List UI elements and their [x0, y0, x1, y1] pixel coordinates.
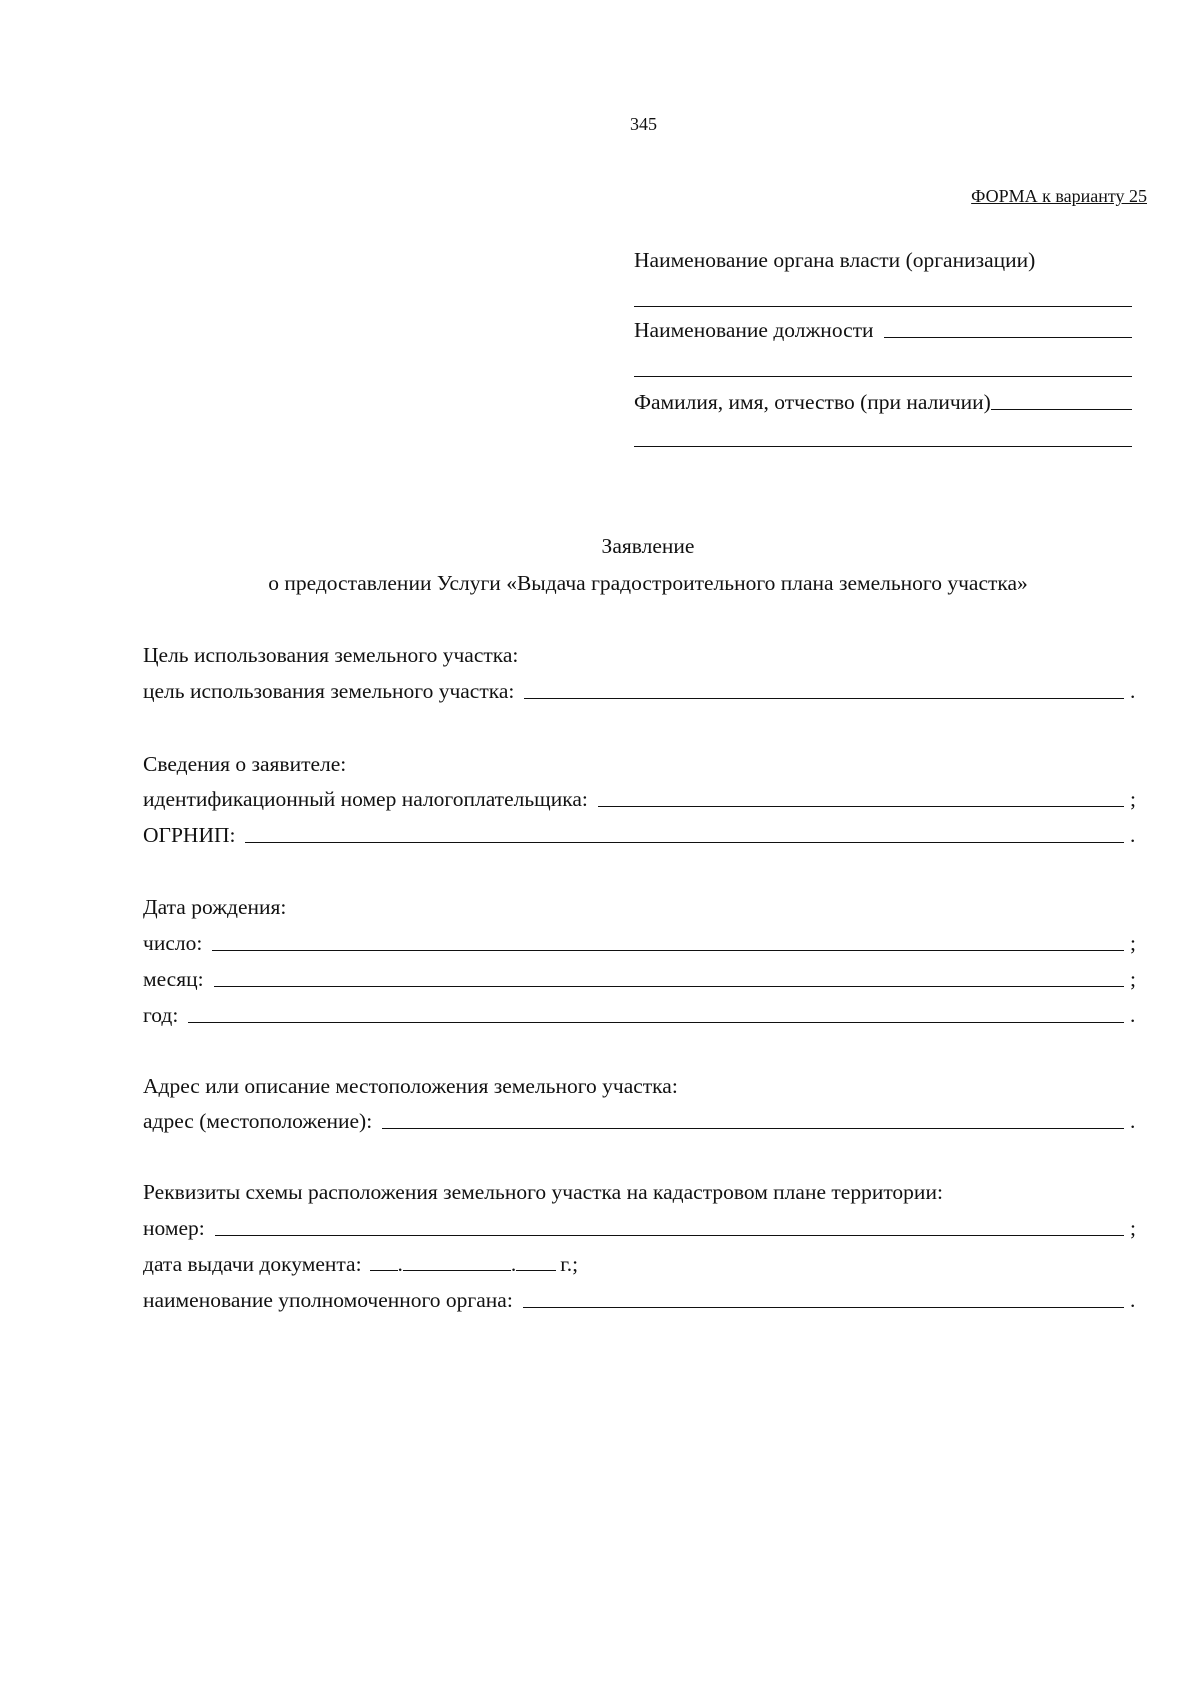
document-subtitle: о предоставлении Услуги «Выдача градостроительного плана земельного участка»	[268, 571, 1028, 595]
form-reference: ФОРМА к варианту 25	[971, 186, 1147, 206]
year-row	[143, 1003, 1140, 1028]
document-title: Заявление	[601, 534, 695, 558]
issue-year-field[interactable]	[516, 1252, 556, 1271]
month-field[interactable]	[214, 968, 1124, 987]
month-row	[143, 967, 1140, 992]
ogrnip-row	[143, 823, 1140, 848]
fullname-row	[634, 390, 1132, 415]
position-line[interactable]	[634, 376, 1132, 377]
address-label: адрес (местоположение):	[143, 1109, 373, 1133]
purpose-field[interactable]	[524, 680, 1124, 699]
scheme-number-field[interactable]	[215, 1217, 1124, 1236]
position-row	[634, 318, 1132, 343]
position-field[interactable]	[884, 319, 1132, 338]
address-row	[143, 1109, 1140, 1134]
position-label: Наименование должности	[634, 318, 874, 342]
ogrnip-label: ОГРНИП:	[143, 823, 236, 847]
inn-end: ;	[1130, 787, 1136, 811]
month-end: ;	[1130, 967, 1136, 991]
purpose-heading: Цель использования земельного участка:	[143, 643, 519, 667]
ogrnip-field[interactable]	[245, 824, 1124, 843]
scheme-authority-row	[143, 1288, 1140, 1313]
day-row	[143, 931, 1140, 956]
issue-month-field[interactable]	[403, 1252, 511, 1271]
year-field[interactable]	[188, 1004, 1124, 1023]
scheme-authority-field[interactable]	[523, 1289, 1124, 1308]
fullname-label: Фамилия, имя, отчество (при наличии)	[634, 390, 991, 414]
scheme-heading: Реквизиты схемы расположения земельного участка на кадастровом плане территории:	[143, 1180, 943, 1204]
scheme-number-label: номер:	[143, 1216, 205, 1240]
issue-date-label: дата выдачи документа:	[143, 1252, 362, 1276]
scheme-authority-label: наименование уполномоченного органа:	[143, 1288, 513, 1312]
issue-day-field[interactable]	[370, 1252, 398, 1271]
address-field[interactable]	[382, 1110, 1124, 1129]
issue-year-suffix: г.;	[560, 1252, 579, 1276]
year-end: .	[1130, 1003, 1136, 1027]
scheme-number-row	[143, 1216, 1140, 1241]
day-label: число:	[143, 931, 203, 955]
page-number: 345	[630, 114, 657, 134]
scheme-authority-end: .	[1130, 1288, 1136, 1312]
scheme-number-end: ;	[1130, 1216, 1136, 1240]
day-end: ;	[1130, 931, 1136, 955]
inn-row	[143, 787, 1140, 812]
day-field[interactable]	[212, 932, 1124, 951]
issue-date-separator-2: .	[510, 1252, 517, 1276]
inn-label: идентификационный номер налогоплательщика:	[143, 787, 588, 811]
issue-date-row	[143, 1252, 578, 1277]
birth-heading: Дата рождения:	[143, 895, 287, 919]
year-label: год:	[143, 1003, 179, 1027]
fullname-line[interactable]	[634, 446, 1132, 447]
month-label: месяц:	[143, 967, 204, 991]
address-end: .	[1130, 1109, 1136, 1133]
purpose-row	[143, 679, 1140, 704]
purpose-label: цель использования земельного участка:	[143, 679, 515, 703]
authority-name-label: Наименование органа власти (организации)	[634, 248, 1036, 272]
issue-date-separator-1: .	[397, 1252, 403, 1276]
location-heading: Адрес или описание местоположения земельного участка:	[143, 1074, 678, 1098]
purpose-end: .	[1130, 679, 1136, 703]
ogrnip-end: .	[1130, 823, 1136, 847]
authority-name-line[interactable]	[634, 306, 1132, 307]
inn-field[interactable]	[598, 788, 1124, 807]
applicant-heading: Сведения о заявителе:	[143, 752, 347, 776]
fullname-field[interactable]	[991, 391, 1132, 410]
